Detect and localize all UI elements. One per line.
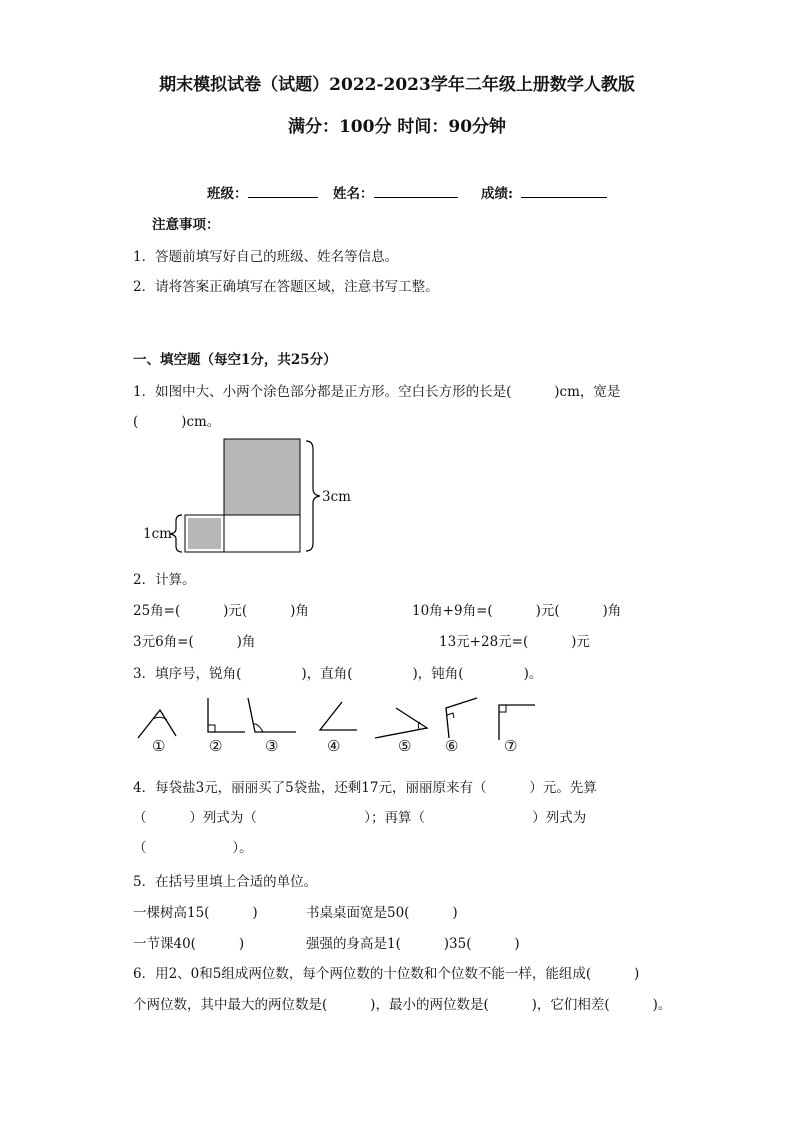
note-item-2: 2．请将答案正确填写在答题区域，注意书写工整。 [133,279,439,295]
q3-label-7: ⑦ [504,737,518,755]
page-title: 期末模拟试卷（试题）2022-2023学年二年级上册数学人教版 [159,75,635,95]
q3-label-4: ④ [327,737,341,755]
q1-line2: ( )cm。 [133,414,221,430]
q3-angles-figure [130,692,550,742]
q1-label-small: 1cm [143,526,172,542]
q2-row2-left: 3元6角=( )角 [133,634,256,650]
q3-label-5: ⑤ [398,737,412,755]
q3-text: 3．填序号，锐角( )，直角( )，钝角( )。 [133,666,543,682]
q1-label-big: 3cm [322,489,351,505]
q3-label-3: ③ [265,737,279,755]
q2-heading: 2．计算。 [133,572,196,588]
name-label: 姓名： [333,186,374,202]
q3-label-2: ② [209,737,223,755]
score-blank[interactable] [521,197,607,198]
q2-row1-right: 10角+9角=( )元( )角 [412,603,622,619]
class-blank[interactable] [248,197,318,198]
q4-line1: 4．每袋盐3元，丽丽买了5袋盐，还剩17元，丽丽原来有（ ）元。先算 [133,780,597,796]
q2-row1-left: 25角=( )元( )角 [133,603,309,619]
q3-label-6: ⑥ [445,737,459,755]
name-blank[interactable] [374,197,458,198]
page-subtitle: 满分：100分 时间：90分钟 [287,117,507,137]
q4-line2: （ ）列式为（ ）；再算（ ）列式为 [133,810,587,826]
q2-row2-right: 13元+28元=( )元 [439,634,590,650]
q5-row1-left: 一棵树高15( ) [133,905,258,921]
q5-row1-right: 书桌桌面宽是50( ) [306,905,458,921]
q3-label-1: ① [152,737,166,755]
q1-line1: 1．如图中大、小两个涂色部分都是正方形。空白长方形的长是( )cm，宽是 [133,384,621,400]
q5-row2-left: 一节课40( ) [133,936,245,952]
q6-line1: 6．用2、0和5组成两位数，每个两位数的十位数和个位数不能一样，能组成( ) [133,966,640,982]
q5-row2-right: 强强的身高是1( )35( ) [306,936,520,952]
q6-line2: 个两位数，其中最大的两位数是( )，最小的两位数是( )，它们相差( )。 [133,997,672,1013]
section-heading: 一、填空题（每空1分，共25分） [133,352,337,368]
q5-heading: 5．在括号里填上合适的单位。 [133,874,318,890]
note-item-1: 1．答题前填写好自己的班级、姓名等信息。 [133,249,399,265]
score-label: 成绩: [481,186,513,202]
class-label: 班级： [207,186,248,202]
notes-heading: 注意事项： [152,217,220,233]
q4-line3: （ ）。 [133,840,253,856]
